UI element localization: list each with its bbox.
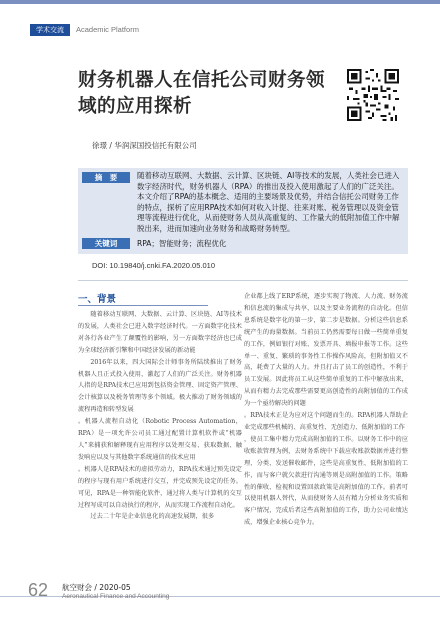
column-tag-english: Academic Platform — [76, 25, 139, 34]
keywords-label: 关键词 — [82, 238, 130, 249]
paragraph: 2016年以来，四大国际会计师事务所陆续推出了财务机器人且正式投入使用，激起了人们的广泛关注。财务机器人指的是RPA技术已应用到包括资金管理、固定资产管理、会计核算以及税务管理等多个领域。极大推动了财务领域的流程再造和转型发展 — [78, 358, 242, 414]
body-column-right — [244, 291, 408, 529]
author-line: 徐璟 / 华润深国投信托有限公司 — [92, 141, 197, 150]
journal-name-english: Aeronautical Finance and Accounting — [62, 593, 170, 600]
article-title: 财务机器人在信托公司财务领域的应用探析 — [78, 70, 326, 117]
abstract-text: 随着移动互联网、大数据、云计算、区块链、AI等技术的发展，人类社会已进入数字经济时代，财务机器人（RPA）的推出及投入使用激起了人们的广泛关注。本文介绍了RPA的基本概念、适用的主要场景及优势，并结合信托公司财务工作的特点，探析了应用RPA技术如何对收入计提、往来对账、税务管理以及资金管理等流程进行优化，从而使财务人员从高重复的、工作量大的低附加值工作中解脱出来，进而加速向业务财务和战略财务转型。 — [137, 171, 400, 233]
divider — [78, 280, 408, 281]
column-tag: 学术交流 — [30, 24, 70, 36]
paragraph: 随着移动互联网、大数据、云计算、区块链、AI等技术的发展，人类社会已进入数字经济时代。一方面数字化技术对各行各业产生了颠覆性的影响，另一方面数字经济也已成为全球经济新引擎和中国经济发展的新动能 — [78, 311, 242, 354]
section-heading: 一、背景 — [78, 294, 117, 305]
paragraph: 。RPA技术正是为应对这个问题而生的。RPA机器人帮助企业完成那些机械的、高重复性、无创造力、低附加值的工作 — [244, 412, 408, 431]
paragraph: ，使员工集中精力完成高附加值的工作。以财务工作中的应收账款管理为例，去财务系统中下载应收账款数据并进行整理、分类、发送催收邮件，这些是高重复性、低附加值的工作，而与客户就欠款进行沟通等则是高附加值的工作。策略性的催收、检视和设置回款政策是高附加值的工作。前者可以使用机器人替代，从而使财务人员有精力分析业务实质和客户情况，完成后者这些高附加值的工作，助力公司业绩达成，增强企业核心竞争力。 — [244, 435, 408, 527]
paragraph: 过去二十年是企业信息化的高速发展期，很多 — [90, 513, 215, 521]
body-column-left — [78, 309, 242, 523]
doi-line: DOI: 10.19840/j.cnki.FA.2020.05.010 — [92, 261, 215, 270]
paragraph: 。机器人流程自动化（Robotic Process Automation，RPA）是一项允许公司员工通过配置计算机软件或“机器人”来捕获和解释现有应用程序以处理交易、获取数据、触发响应以及与其他数字系统通信的技术应用 — [78, 418, 242, 461]
paragraph: 。机器人是RPA技术的虚拟劳动力，RPA技术通过预先设定的程序与现有用户系统进行交互，并完成预先设定的任务。可见，RPA是一种智能化软件，通过将人类与计算机的交互过程写成可以自动执行的程序，从而实现工作流程自动化。 — [78, 465, 242, 509]
journal-name: 航空财会 / 2020-05 — [62, 583, 131, 592]
keywords-text: RPA；智能财务；流程优化 — [137, 239, 227, 248]
page-number: 62 — [28, 580, 49, 600]
section-underline — [78, 305, 208, 306]
qr-code-icon — [347, 69, 399, 121]
paragraph: 企业都上线了ERP系统，逐步实现了物流、人力流、财务流和信息流的集成与共享，以及主要业务流程的自动化。但信息系统是数字化的第一步，第二步是数据。分析这些信息系统产生的海量数据。当前员工仍然需要每日做一些简单重复的工作，例如银行对账、发票开具、填报申报等工作。这些单一、重复、繁琐的事务性工作操作风险高，但附加值又不高，耗费了大量的人力。并且打击了员工的创造性，不利于员工发展。因此将员工从这些简单重复的工作中解放出来，从而有精力去完成那些需要更高创造性的高附加值的工作成为一个亟待解决的问题 — [244, 293, 408, 408]
top-accent-bar — [0, 0, 440, 4]
abstract-label: 摘 要 — [82, 172, 130, 183]
